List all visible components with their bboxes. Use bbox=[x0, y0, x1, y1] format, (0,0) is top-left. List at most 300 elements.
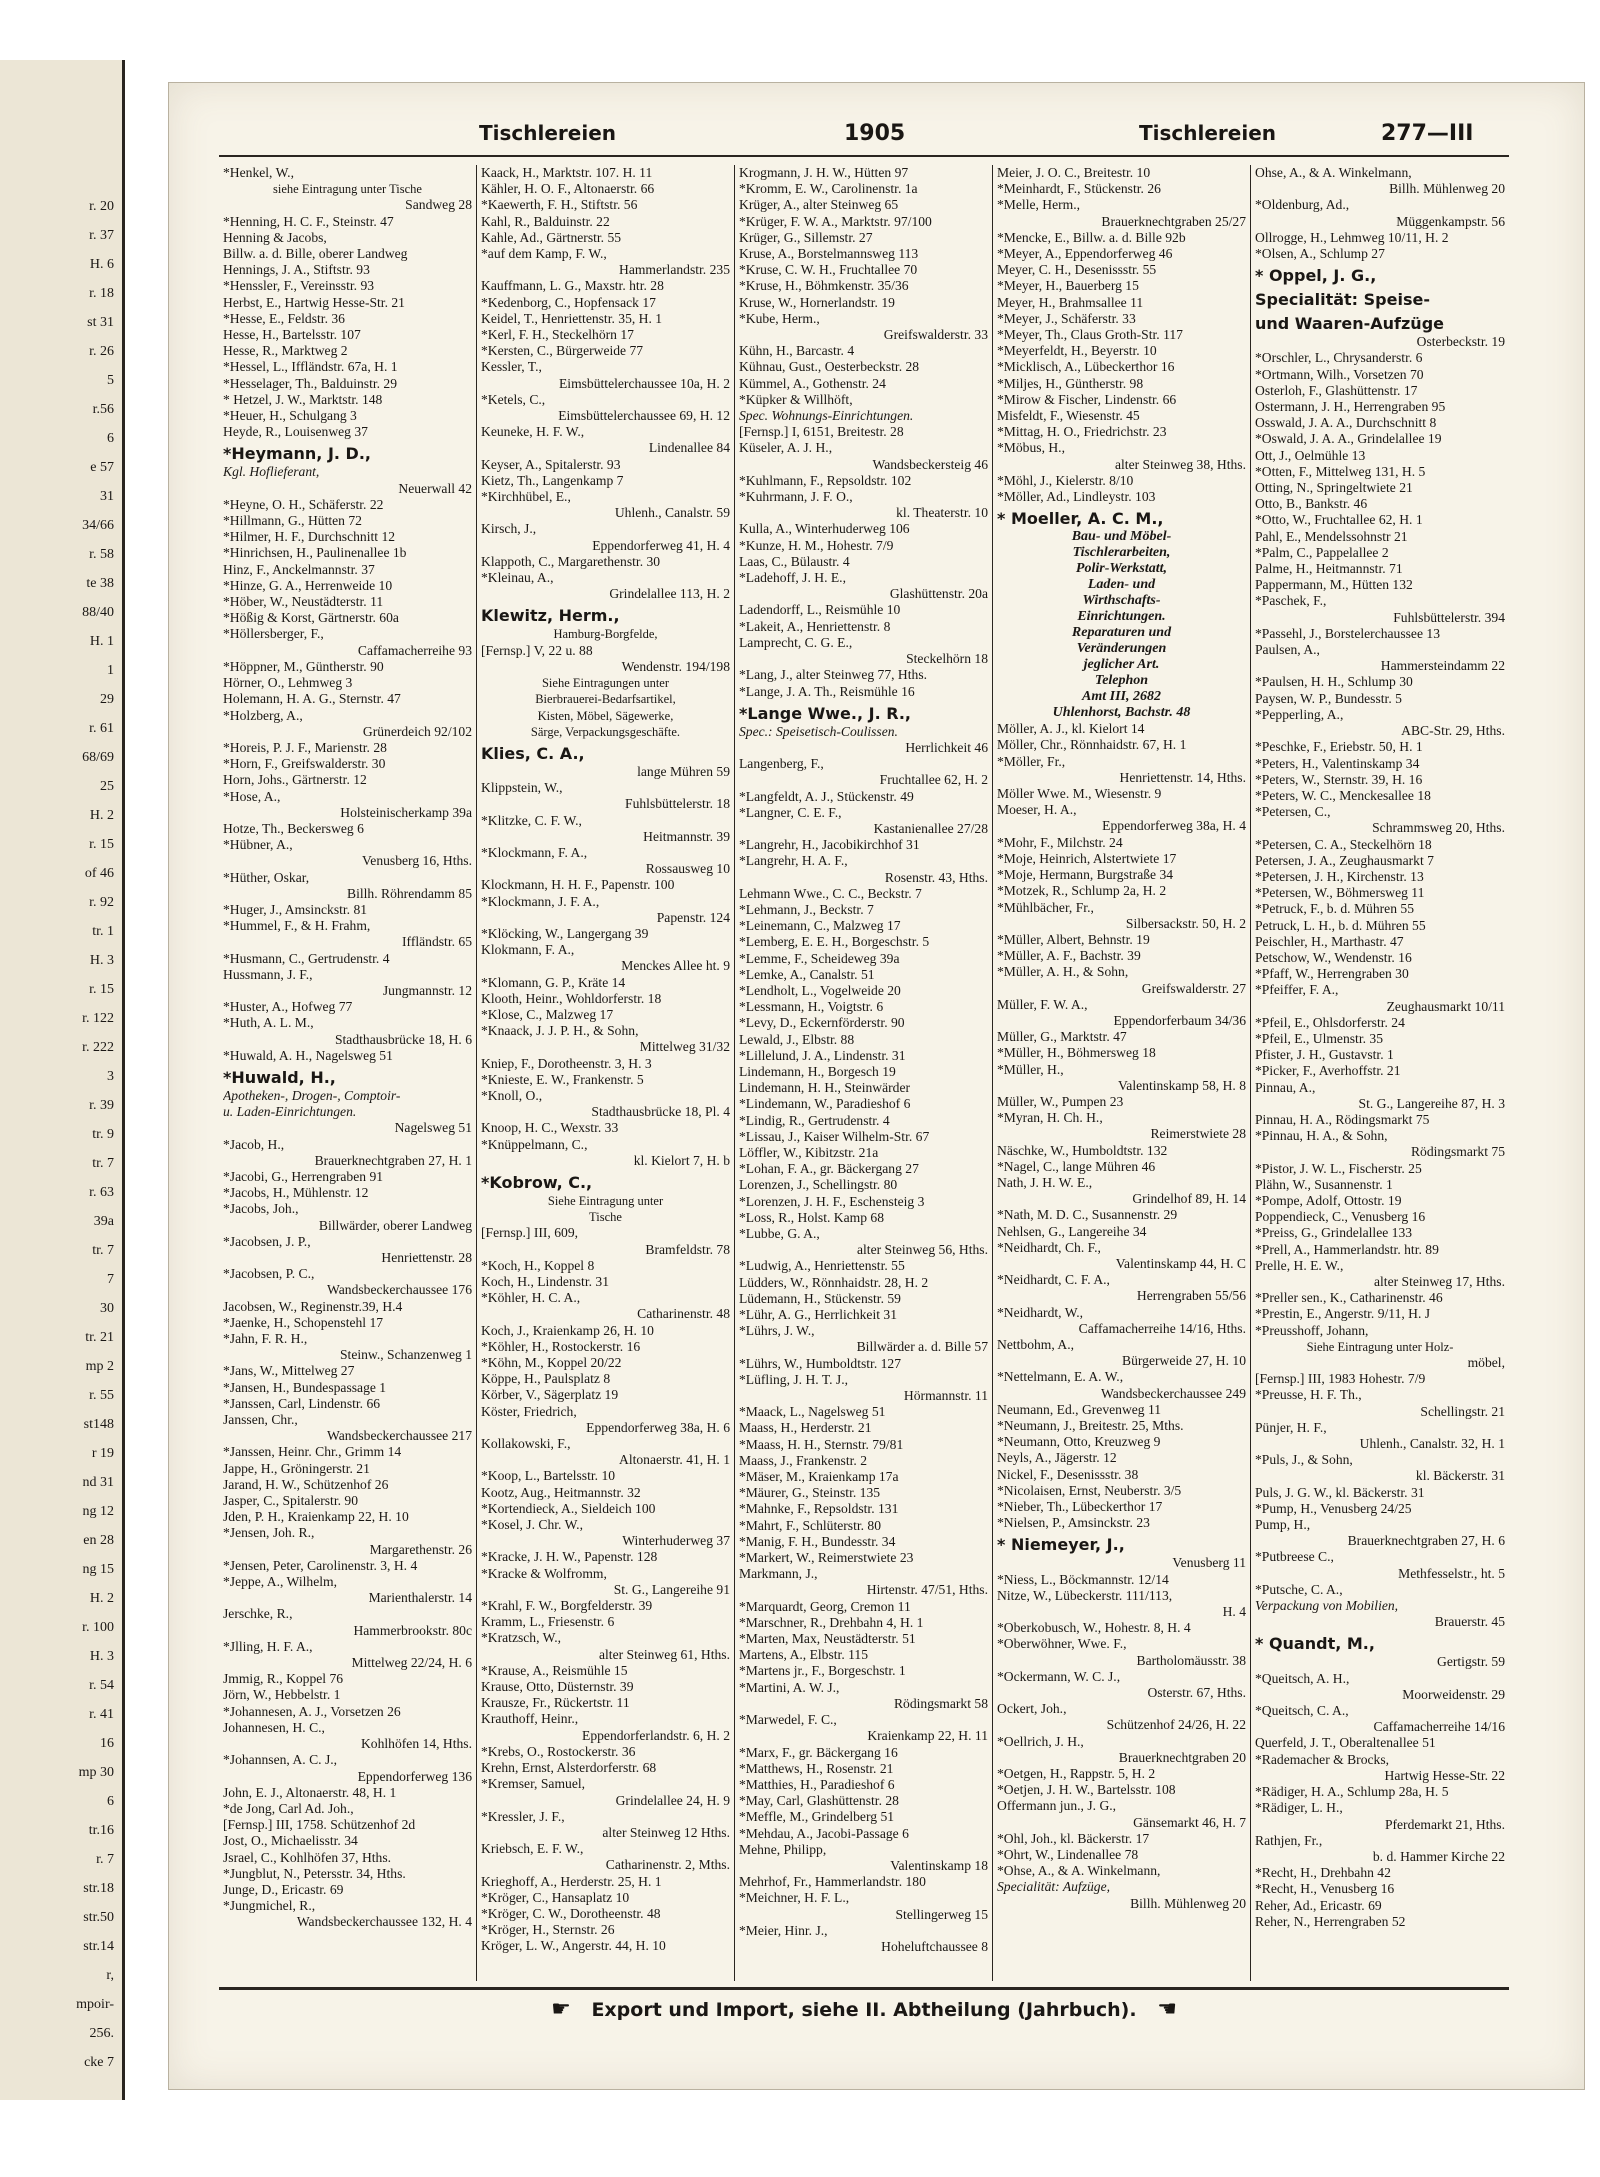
previous-page-fragment: mp 30 bbox=[78, 1765, 114, 1780]
directory-entry: *Jacobi, G., Herrengraben 91 bbox=[223, 1168, 384, 1184]
entry-address-line: Caffamacherreihe 14/16 bbox=[1373, 1719, 1505, 1735]
directory-entry: *Hößig & Korst, Gärtnerstr. 60a bbox=[223, 610, 399, 626]
directory-entry: *Preiss, G., Grindelallee 133 bbox=[1255, 1225, 1413, 1241]
directory-entry: Jacobsen, W., Reginenstr.39, H.4 bbox=[223, 1298, 403, 1314]
previous-page-fragment: 16 bbox=[100, 1736, 114, 1751]
directory-entry: Holemann, H. A. G., Sternstr. 47 bbox=[223, 691, 401, 707]
entry-address-line: Mittelweg 22/24, H. 6 bbox=[351, 1655, 472, 1671]
directory-entry: *Petersen, W., Böhmersweg 11 bbox=[1255, 885, 1425, 901]
previous-page-fragment: str.50 bbox=[83, 1910, 114, 1925]
directory-entry: *Nielsen, P., Amsinckstr. 23 bbox=[997, 1515, 1150, 1531]
directory-entry: *Oetjen, J. H. W., Bartelsstr. 108 bbox=[997, 1782, 1176, 1798]
directory-entry: *Pompe, Adolf, Ottostr. 19 bbox=[1255, 1192, 1402, 1208]
directory-entry: Kruse, A., Borstelmannsweg 113 bbox=[739, 246, 919, 262]
previous-page-fragment: H. 6 bbox=[89, 257, 114, 272]
previous-page-fragment: H. 3 bbox=[89, 953, 114, 968]
directory-entry: Paulsen, A., bbox=[1255, 642, 1320, 658]
directory-entry: *Jacobs, Joh., bbox=[223, 1201, 299, 1217]
previous-page-fragment: tr. 1 bbox=[92, 924, 114, 939]
directory-entry: *Oetgen, H., Rappstr. 5, H. 2 bbox=[997, 1766, 1156, 1782]
directory-entry: *Jeppe, A., Wilhelm, bbox=[223, 1574, 337, 1590]
entry-cross-reference: Siehe Eintragungen unter bbox=[541, 676, 670, 691]
directory-entry: *Melle, Herm., bbox=[997, 197, 1081, 213]
directory-entry: Kähler, H. O. F., Altonaerstr. 66 bbox=[481, 181, 655, 197]
directory-entry: Herbst, E., Hartwig Hesse-Str. 21 bbox=[223, 294, 405, 310]
directory-entry: *Matthews, H., Rosenstr. 21 bbox=[739, 1760, 894, 1776]
directory-entry: *Jans, W., Mittelweg 27 bbox=[223, 1363, 355, 1379]
directory-entry: *Jensen, Joh. R., bbox=[223, 1525, 315, 1541]
directory-entry: *Mohr, F., Milchstr. 24 bbox=[997, 834, 1123, 850]
directory-entry: *Kröger, C. W., Dorotheenstr. 48 bbox=[481, 1905, 661, 1921]
previous-page-fragment: r. 15 bbox=[89, 982, 114, 997]
previous-page-fragment: 6 bbox=[107, 1794, 114, 1809]
directory-entry: *Marten, Max, Neustädterstr. 51 bbox=[739, 1631, 916, 1647]
directory-entry: *Pfeil, E., Ulmenstr. 35 bbox=[1255, 1030, 1383, 1046]
directory-entry: *Lillelund, J. A., Lindenstr. 31 bbox=[739, 1047, 906, 1063]
directory-entry: *Meyer, H., Bauerberg 15 bbox=[997, 278, 1139, 294]
directory-entry: *Lemke, A., Canalstr. 51 bbox=[739, 966, 875, 982]
directory-entry: *Motzek, R., Schlump 2a, H. 2 bbox=[997, 883, 1167, 899]
directory-entry: Hussmann, J. F., bbox=[223, 966, 313, 982]
directory-entry: *Janssen, Heinr. Chr., Grimm 14 bbox=[223, 1444, 402, 1460]
directory-entry: *Pfeiffer, F. A., bbox=[1255, 982, 1339, 998]
entry-address-line: Valentinskamp 58, H. 8 bbox=[1118, 1077, 1246, 1093]
directory-entry: *Möller, Ad., Lindleystr. 103 bbox=[997, 489, 1156, 505]
entry-address-line: Gänsemarkt 46, H. 7 bbox=[1133, 1814, 1246, 1830]
entry-address-line: Steinw., Schanzenweg 1 bbox=[339, 1347, 472, 1363]
directory-entry: Offermann jun., J. G., bbox=[997, 1798, 1117, 1814]
entry-address-line: Pferdemarkt 21, Hths. bbox=[1384, 1816, 1505, 1832]
display-advertisement-heading: Klies, C. A., bbox=[481, 743, 585, 763]
entry-address-line: Hartwig Hesse-Str. 22 bbox=[1384, 1767, 1505, 1783]
entry-address-line: Grindelallee 24, H. 9 bbox=[615, 1792, 730, 1808]
entry-address-line: Glashüttenstr. 20a bbox=[889, 586, 988, 602]
directory-entry: *Paulsen, H. H., Schlump 30 bbox=[1255, 674, 1413, 690]
advertisement-text-line: Laden- und bbox=[1087, 577, 1156, 593]
directory-entry: *Micklisch, A., Lübeckerthor 16 bbox=[997, 359, 1175, 375]
directory-entry: Klockmann, H. H. F., Papenstr. 100 bbox=[481, 877, 675, 893]
entry-cross-reference: Tische bbox=[589, 1210, 622, 1225]
entry-speciality-note: Apotheken-, Drogen-, Comptoir- bbox=[223, 1087, 401, 1103]
previous-page-fragment: 3 bbox=[107, 1069, 114, 1084]
entry-address-line: Brauerknechtgraben 20 bbox=[1118, 1749, 1246, 1765]
directory-entry: *Meichner, H. F. L., bbox=[739, 1890, 850, 1906]
directory-entry: *Nagel, C., lange Mühren 46 bbox=[997, 1158, 1156, 1174]
directory-entry: *Knoll, O., bbox=[481, 1087, 543, 1103]
previous-page-fragment: 30 bbox=[100, 1301, 114, 1316]
pointing-hand-left-icon: ☚ bbox=[1157, 1997, 1177, 2022]
previous-page-fragment: 39a bbox=[93, 1214, 114, 1229]
directory-entry: *Lang, J., alter Steinweg 77, Hths. bbox=[739, 667, 928, 683]
directory-entry: Junge, D., Ericastr. 69 bbox=[223, 1881, 344, 1897]
pointing-hand-right-icon: ☛ bbox=[551, 1997, 571, 2022]
directory-entry: Pahl, E., Mendelssohnstr 21 bbox=[1255, 528, 1408, 544]
entry-address-line: b. d. Hammer Kirche 22 bbox=[1372, 1848, 1505, 1864]
directory-entry: *Meyer, Th., Claus Groth-Str. 117 bbox=[997, 327, 1183, 343]
directory-entry: *Hesselager, Th., Balduinstr. 29 bbox=[223, 375, 398, 391]
entry-address-line: Methfesselstr., ht. 5 bbox=[1398, 1565, 1505, 1581]
directory-entry: Lüdders, W., Rönnhaidstr. 28, H. 2 bbox=[739, 1274, 929, 1290]
directory-entry: *Kremser, Samuel, bbox=[481, 1776, 586, 1792]
directory-entry: *Otto, W., Fruchtallee 62, H. 1 bbox=[1255, 512, 1423, 528]
directory-entry: *Lakeit, A., Henriettenstr. 8 bbox=[739, 618, 891, 634]
directory-entry: *Preusshoff, Johann, bbox=[1255, 1322, 1369, 1338]
directory-entry: Jerschke, R., bbox=[223, 1606, 293, 1622]
entry-address-line: Müggenkampstr. 56 bbox=[1396, 213, 1505, 229]
entry-address-line: Mittelweg 31/32 bbox=[639, 1039, 730, 1055]
directory-entry: *Rädiger, H. A., Schlump 28a, H. 5 bbox=[1255, 1784, 1449, 1800]
directory-entry: *Mirow & Fischer, Lindenstr. 66 bbox=[997, 391, 1177, 407]
directory-entry: Neyls, A., Jägerstr. 12 bbox=[997, 1450, 1117, 1466]
directory-entry: *Ockermann, W. C. J., bbox=[997, 1668, 1121, 1684]
previous-page-fragment: tr. 21 bbox=[85, 1330, 114, 1345]
directory-entry: *Höppner, M., Güntherstr. 90 bbox=[223, 658, 384, 674]
directory-entry: *Meyerfeldt, H., Beyerstr. 10 bbox=[997, 343, 1157, 359]
entry-address-line: Venusberg 11 bbox=[1172, 1555, 1246, 1571]
directory-entry: *Huger, J., Amsinckstr. 81 bbox=[223, 901, 368, 917]
entry-address-line: Billwärder, oberer Landweg bbox=[318, 1217, 472, 1233]
directory-entry: *Lührs, J. W., bbox=[739, 1323, 815, 1339]
previous-page-fragment: nd 31 bbox=[82, 1475, 114, 1490]
directory-entry: *Mahrt, F., Schlüterstr. 80 bbox=[739, 1517, 882, 1533]
directory-entry: Krogmann, J. H. W., Hütten 97 bbox=[739, 165, 909, 180]
directory-entry: *Kuhrmann, J. F. O., bbox=[739, 489, 853, 505]
previous-page-fragment: e 57 bbox=[90, 460, 114, 475]
directory-entry: *Ohse, A., & A. Winkelmann, bbox=[997, 1863, 1161, 1879]
entry-address-line: Iffländstr. 65 bbox=[402, 934, 472, 950]
directory-entry: Pinnau, A., bbox=[1255, 1079, 1316, 1095]
previous-page-fragment: 256. bbox=[89, 2026, 114, 2041]
previous-page-fragment: r. 61 bbox=[89, 721, 114, 736]
directory-entry: *Langrehr, H. A. F., bbox=[739, 853, 848, 869]
directory-entry: *Knieste, E. W., Frankenstr. 5 bbox=[481, 1071, 644, 1087]
directory-entry: *Kröger, H., Sternstr. 26 bbox=[481, 1922, 615, 1938]
directory-entry: *Petersen, C., bbox=[1255, 804, 1331, 820]
directory-entry: *Jansen, H., Bundespassage 1 bbox=[223, 1379, 387, 1395]
entry-address-line: Valentinskamp 44, H. C bbox=[1115, 1255, 1246, 1271]
page-number: 277—III bbox=[1381, 121, 1474, 146]
directory-entry: *Höber, W., Neustädterstr. 11 bbox=[223, 594, 384, 610]
entry-cross-reference: Bierbrauerei-Bedarfsartikel, bbox=[535, 692, 676, 707]
directory-entry: Petschow, W., Wendenstr. 16 bbox=[1255, 949, 1412, 965]
directory-entry: *Knüppelmann, C., bbox=[481, 1136, 588, 1152]
directory-entry: Hennings, J. A., Stiftstr. 93 bbox=[223, 262, 370, 278]
directory-entry: *Johannesen, A. J., Vorsetzen 26 bbox=[223, 1703, 401, 1719]
entry-address-line: Fruchtallee 62, H. 2 bbox=[879, 772, 988, 788]
directory-entry: *Müller, H., bbox=[997, 1061, 1064, 1077]
directory-entry: *Neidhardt, Ch. F., bbox=[997, 1239, 1101, 1255]
directory-entry: Müller, G., Marktstr. 47 bbox=[997, 1029, 1127, 1045]
entry-address-line: Catharinenstr. 2, Mths. bbox=[605, 1857, 730, 1873]
entry-address-line: Heitmannstr. 39 bbox=[643, 828, 730, 844]
directory-entry: *Kromm, E. W., Carolinenstr. 1a bbox=[739, 181, 918, 197]
directory-entry: *May, Carl, Glashüttenstr. 28 bbox=[739, 1793, 899, 1809]
entry-address-line: Catharinenstr. 48 bbox=[637, 1306, 730, 1322]
entry-address-line: Kohlhöfen 14, Hths. bbox=[360, 1736, 472, 1752]
entry-address-line: Grünerdeich 92/102 bbox=[362, 723, 472, 739]
entry-address-line: Grindelallee 113, H. 2 bbox=[609, 586, 730, 602]
directory-entry: *Lührs, W., Humboldtstr. 127 bbox=[739, 1355, 902, 1371]
previous-page-fragment: r. 222 bbox=[82, 1040, 114, 1055]
directory-entry: *Hessel, L., Iffländstr. 67a, H. 1 bbox=[223, 359, 398, 375]
directory-entry: *Köhler, H., Rostockerstr. 16 bbox=[481, 1338, 641, 1354]
previous-page-fragment: st148 bbox=[83, 1417, 114, 1432]
directory-entry: Ostermann, J. H., Herrengraben 95 bbox=[1255, 399, 1446, 415]
directory-entry: Jappe, H., Gröningerstr. 21 bbox=[223, 1460, 370, 1476]
entry-address-line: Wandsbeckerchaussee 176 bbox=[327, 1282, 472, 1298]
directory-entry: *Lühr, A. G., Herrlichkeit 31 bbox=[739, 1307, 898, 1323]
entry-address-line: Hirtenstr. 47/51, Hths. bbox=[866, 1582, 988, 1598]
entry-address-line: Eppendorferweg 38a, H. 4 bbox=[1102, 818, 1246, 834]
directory-entry: *Nettelmann, E. A. W., bbox=[997, 1369, 1124, 1385]
directory-entry: *Krahl, F. W., Borgfelderstr. 39 bbox=[481, 1598, 653, 1614]
directory-entry: *Kleinau, A., bbox=[481, 570, 554, 586]
directory-entry: Reher, Ad., Ericastr. 69 bbox=[1255, 1897, 1382, 1913]
directory-entry: *Peters, W. C., Menckesallee 18 bbox=[1255, 787, 1431, 803]
directory-entry: Lüdemann, H., Stückenstr. 59 bbox=[739, 1290, 901, 1306]
directory-entry: Jarand, H. W., Schützenhof 26 bbox=[223, 1476, 389, 1492]
directory-entry: *Krebs, O., Rostockerstr. 36 bbox=[481, 1743, 636, 1759]
directory-entry: *Markert, W., Reimerstwiete 23 bbox=[739, 1550, 914, 1566]
entry-address-line: Holsteinischerkamp 39a bbox=[340, 804, 472, 820]
directory-entry: *Olsen, A., Schlump 27 bbox=[1255, 246, 1385, 262]
entry-address-line: Papenstr. 124 bbox=[656, 909, 730, 925]
directory-entry: *Oswald, J. A. A., Grindelallee 19 bbox=[1255, 431, 1442, 447]
directory-entry: *Oldenburg, Ad., bbox=[1255, 197, 1350, 213]
directory-entry: Jden, P. H., Kraienkamp 22, H. 10 bbox=[223, 1509, 409, 1525]
previous-page-fragment: mp 2 bbox=[85, 1359, 114, 1374]
previous-page-fragment: 34/66 bbox=[82, 518, 114, 533]
directory-entry: *Hummel, F., & H. Frahm, bbox=[223, 918, 371, 934]
directory-entry: Müller, W., Pumpen 23 bbox=[997, 1093, 1124, 1109]
directory-entry: *Oellrich, J. H., bbox=[997, 1733, 1084, 1749]
entry-cross-reference: Siehe Eintragung unter Holz- bbox=[1306, 1339, 1454, 1354]
directory-entry: *Müller, Albert, Behnstr. 19 bbox=[997, 931, 1150, 947]
entry-address-line: Herrengraben 55/56 bbox=[1136, 1288, 1246, 1304]
directory-entry: *Knaack, J. J. P. H., & Sohn, bbox=[481, 1023, 639, 1039]
previous-page-fragment: mpoir- bbox=[76, 1997, 114, 2012]
directory-entry: Martens, A., Elbstr. 115 bbox=[739, 1647, 869, 1663]
directory-entry: Lehmann Wwe., C. C., Beckstr. 7 bbox=[739, 885, 922, 901]
entry-address-line: Rosenstr. 43, Hths. bbox=[884, 869, 988, 885]
directory-entry: *Paschek, F., bbox=[1255, 593, 1327, 609]
directory-entry: Kirsch, J., bbox=[481, 521, 537, 537]
footer-text: Export und Import, siehe II. Abtheilung (Jahrbuch). bbox=[591, 1999, 1137, 2021]
directory-entry: *Picker, F., Averhoffstr. 21 bbox=[1255, 1063, 1401, 1079]
directory-entry: *Kortendieck, A., Sieldeich 100 bbox=[481, 1500, 656, 1516]
directory-entry: *Lindemann, W., Paradieshof 6 bbox=[739, 1096, 911, 1112]
directory-entry: *auf dem Kamp, F. W., bbox=[481, 246, 607, 262]
directory-entry: Jmmig, R., Koppel 76 bbox=[223, 1671, 344, 1687]
entry-address-line: lange Mühren 59 bbox=[637, 763, 730, 779]
directory-entry: Nehlsen, G., Langereihe 34 bbox=[997, 1223, 1147, 1239]
directory-entry: Peischler, H., Marthastr. 47 bbox=[1255, 933, 1404, 949]
directory-entry: *Krause, A., Reismühle 15 bbox=[481, 1662, 628, 1678]
directory-entry: Lindemann, H., Borgesch 19 bbox=[739, 1063, 896, 1079]
directory-entry: *Passehl, J., Borstelerchaussee 13 bbox=[1255, 625, 1440, 641]
directory-entry: Klappoth, C., Margarethenstr. 30 bbox=[481, 553, 661, 569]
directory-entry: Körber, V., Sägerplatz 19 bbox=[481, 1387, 619, 1403]
advertisement-text-line: Wirthschafts- bbox=[1082, 593, 1161, 609]
directory-entry: *Marwedel, F. C., bbox=[739, 1712, 837, 1728]
directory-entry: *Recht, H., Drehbahn 42 bbox=[1255, 1865, 1391, 1881]
directory-entry: *Lemme, F., Scheideweg 39a bbox=[739, 950, 900, 966]
entry-address-line: Fuhlsbüttelerstr. 18 bbox=[625, 796, 730, 812]
directory-entry: *Marschner, R., Drehbahn 4, H. 1 bbox=[739, 1614, 924, 1630]
directory-entry: Langenberg, F., bbox=[739, 756, 824, 772]
directory-entry: Meier, J. O. C., Breitestr. 10 bbox=[997, 165, 1151, 180]
directory-column-3 bbox=[735, 165, 993, 1981]
directory-entry: Kessler, T., bbox=[481, 359, 542, 375]
directory-entry: *Peters, H., Valentinskamp 34 bbox=[1255, 755, 1420, 771]
directory-entry: Klokmann, F. A., bbox=[481, 942, 575, 958]
directory-entry: Ohse, A., & A. Winkelmann, bbox=[1255, 165, 1412, 180]
directory-entry: *Jacob, H., bbox=[223, 1136, 285, 1152]
entry-address-line: Hörmannstr. 11 bbox=[903, 1388, 988, 1404]
directory-entry: *Loss, R., Holst. Kamp 68 bbox=[739, 1209, 885, 1225]
directory-entry: Plähn, W., Susannenstr. 1 bbox=[1255, 1176, 1393, 1192]
directory-entry: *Kersten, C., Bürgerweide 77 bbox=[481, 343, 644, 359]
directory-entry: *Hinrichsen, H., Paulinenallee 1b bbox=[223, 545, 407, 561]
directory-entry: *Mehdau, A., Jacobi-Passage 6 bbox=[739, 1825, 909, 1841]
directory-entry: *Meyer, J., Schäferstr. 33 bbox=[997, 310, 1136, 326]
entry-address-line: Sandweg 28 bbox=[405, 197, 472, 213]
directory-entry: Pump, H., bbox=[1255, 1517, 1311, 1533]
directory-entry: *Möbus, H., bbox=[997, 440, 1065, 456]
previous-page-fragment: r 19 bbox=[91, 1446, 114, 1461]
directory-entry: *Moje, Hermann, Burgstraße 34 bbox=[997, 867, 1174, 883]
directory-entry: *Nicolaisen, Ernst, Neuberstr. 3/5 bbox=[997, 1482, 1182, 1498]
entry-address-line: Herrlichkeit 46 bbox=[905, 739, 988, 755]
directory-entry: *Koop, L., Bartelsstr. 10 bbox=[481, 1468, 616, 1484]
directory-entry: *Ortmann, Wilh., Vorsetzen 70 bbox=[1255, 366, 1424, 382]
display-advertisement-heading: Klewitz, Herm., bbox=[481, 606, 620, 626]
previous-page-strip bbox=[0, 60, 125, 2100]
previous-page-fragment: r. 92 bbox=[89, 895, 114, 910]
directory-entry: [Fernsp.] III, 1758. Schützenhof 2d bbox=[223, 1817, 416, 1833]
previous-page-fragment: 25 bbox=[100, 779, 114, 794]
previous-page-fragment: r. 7 bbox=[96, 1852, 114, 1867]
directory-entry: *Manig, F. H., Bundesstr. 34 bbox=[739, 1533, 896, 1549]
directory-entry: *Martens jr., F., Borgeschstr. 1 bbox=[739, 1663, 906, 1679]
directory-entry: Moeser, H. A., bbox=[997, 802, 1077, 818]
advertisement-text-line: Telephon bbox=[1094, 673, 1149, 689]
directory-entry: Nickel, F., Desenissstr. 38 bbox=[997, 1466, 1139, 1482]
directory-entry: *Meier, Hinr. J., bbox=[739, 1922, 828, 1938]
directory-entry: *Pfeil, E., Ohlsdorferstr. 24 bbox=[1255, 1014, 1405, 1030]
entry-address-line: Eppendorferweg 38a, H. 6 bbox=[586, 1419, 730, 1435]
previous-page-fragment: str.18 bbox=[83, 1881, 114, 1896]
directory-entry: Ollrogge, H., Lehmweg 10/11, H. 2 bbox=[1255, 229, 1449, 245]
entry-address-line: Eppendorferweg 136 bbox=[357, 1768, 472, 1784]
directory-entry: *Henkel, W., bbox=[223, 165, 294, 180]
directory-entry: *Kerl, F. H., Steckelhörn 17 bbox=[481, 327, 634, 343]
directory-entry: *Miljes, H., Güntherstr. 98 bbox=[997, 375, 1144, 391]
entry-speciality-note: Specialität: Aufzüge, bbox=[997, 1879, 1111, 1895]
directory-entry: *Jacobs, H., Mühlenstr. 12 bbox=[223, 1185, 369, 1201]
previous-page-fragment: 31 bbox=[100, 489, 114, 504]
entry-address-line: Billh. Mühlenweg 20 bbox=[1389, 181, 1505, 197]
display-advertisement-heading: * Oppel, J. G., bbox=[1255, 266, 1377, 286]
directory-entry: Pappermann, M., Hütten 132 bbox=[1255, 577, 1413, 593]
display-advertisement-heading: * Niemeyer, J., bbox=[997, 1535, 1125, 1555]
directory-entry: *Palm, C., Pappelallee 2 bbox=[1255, 544, 1389, 560]
previous-page-fragment: r. 54 bbox=[89, 1678, 114, 1693]
directory-entry: Prelle, H. E. W., bbox=[1255, 1257, 1344, 1273]
directory-entry: *Mencke, E., Billw. a. d. Bille 92b bbox=[997, 229, 1186, 245]
directory-entry: *Maack, L., Nagelsweg 51 bbox=[739, 1404, 886, 1420]
directory-entry: *Henning, H. C. F., Steinstr. 47 bbox=[223, 213, 394, 229]
directory-entry: *Kracke, J. H. W., Papenstr. 128 bbox=[481, 1549, 658, 1565]
directory-entry: Kahl, R., Balduinstr. 22 bbox=[481, 213, 610, 229]
previous-page-fragment: en 28 bbox=[83, 1533, 114, 1548]
directory-entry: Kriebsch, E. F. W., bbox=[481, 1841, 584, 1857]
directory-entry: *Kratzsch, W., bbox=[481, 1630, 562, 1646]
entry-address-line: Eimsbüttelerchaussee 69, H. 12 bbox=[558, 408, 730, 424]
entry-address-line: Gertigstr. 59 bbox=[1437, 1654, 1505, 1670]
directory-entry: *Kruse, H., Böhmkenstr. 35/36 bbox=[739, 278, 909, 294]
directory-entry: Horn, Johs., Gärtnerstr. 12 bbox=[223, 772, 367, 788]
directory-page bbox=[168, 82, 1585, 2090]
directory-entry: *Orschler, L., Chrysanderstr. 6 bbox=[1255, 350, 1423, 366]
directory-entry: Keuneke, H. F. W., bbox=[481, 424, 585, 440]
directory-entry: Johannesen, H. C., bbox=[223, 1719, 325, 1735]
directory-entry: [Fernsp.] V, 22 u. 88 bbox=[481, 642, 593, 658]
entry-address-line: Eppendorferbaum 34/36 bbox=[1113, 1012, 1246, 1028]
directory-column-4 bbox=[993, 165, 1251, 1981]
directory-entry: *Hinze, G. A., Herrenweide 10 bbox=[223, 577, 393, 593]
directory-entry: *Meffle, M., Grindelberg 51 bbox=[739, 1809, 895, 1825]
entry-address-line: Altonaerstr. 41, H. 1 bbox=[619, 1452, 730, 1468]
entry-address-line: möbel, bbox=[1467, 1355, 1505, 1371]
directory-entry: Löffler, W., Kibitzstr. 21a bbox=[739, 1144, 879, 1160]
directory-column-2 bbox=[477, 165, 735, 1981]
directory-entry: *Nath, M. D. C., Susannenstr. 29 bbox=[997, 1207, 1178, 1223]
previous-page-fragment: H. 3 bbox=[89, 1649, 114, 1664]
entry-address-line: Marienthalerstr. 14 bbox=[368, 1590, 472, 1606]
directory-entry: *Putsche, C. A., bbox=[1255, 1581, 1343, 1597]
directory-entry: *Queitsch, A. H., bbox=[1255, 1670, 1350, 1686]
entry-address-line: Schützenhof 24/26, H. 22 bbox=[1106, 1717, 1246, 1733]
directory-entry: *Ohrt, W., Lindenallee 78 bbox=[997, 1847, 1139, 1863]
directory-entry: *Klockmann, J. F. A., bbox=[481, 893, 600, 909]
directory-entry: *Husmann, C., Gertrudenstr. 4 bbox=[223, 950, 390, 966]
directory-entry: Paysen, W. P., Bundesstr. 5 bbox=[1255, 690, 1402, 706]
directory-entry: Krüger, A., alter Steinweg 65 bbox=[739, 197, 899, 213]
directory-entry: *Oberwöhner, Wwe. F., bbox=[997, 1636, 1127, 1652]
directory-entry: Lindemann, H. H., Steinwärder bbox=[739, 1080, 911, 1096]
entry-address-line: Henriettenstr. 14, Hths. bbox=[1119, 769, 1246, 785]
entry-address-line: Schrammsweg 20, Hths. bbox=[1372, 820, 1505, 836]
directory-entry: *Klose, C., Malzweg 17 bbox=[481, 1006, 614, 1022]
previous-page-fragment: r. 26 bbox=[89, 344, 114, 359]
advertisement-text-line: jeglicher Art. bbox=[1083, 657, 1160, 673]
entry-speciality-note: u. Laden-Einrichtungen. bbox=[223, 1104, 357, 1120]
directory-entry: *Neidhardt, C. F. A., bbox=[997, 1272, 1110, 1288]
entry-address-line: Bartholomäusstr. 38 bbox=[1136, 1652, 1246, 1668]
directory-entry: Kauffmann, L. G., Maxstr. htr. 28 bbox=[481, 278, 664, 294]
directory-entry: Knoop, H. C., Wexstr. 33 bbox=[481, 1120, 619, 1136]
entry-cross-reference: Kisten, Möbel, Sägewerke, bbox=[537, 708, 674, 723]
directory-entry: Mehne, Philipp, bbox=[739, 1841, 827, 1857]
directory-entry: *de Jong, Carl Ad. Joh., bbox=[223, 1800, 354, 1816]
directory-entry: *Recht, H., Venusberg 16 bbox=[1255, 1881, 1395, 1897]
directory-entry: Kulla, A., Winterhuderweg 106 bbox=[739, 521, 910, 537]
directory-entry: Jsrael, C., Kohlhöfen 37, Hths. bbox=[223, 1849, 392, 1865]
directory-entry: *Hose, A., bbox=[223, 788, 281, 804]
entry-address-line: Brauerknechtgraben 27, H. 6 bbox=[1347, 1533, 1505, 1549]
directory-entry: Kröger, L. W., Angerstr. 44, H. 10 bbox=[481, 1938, 666, 1954]
